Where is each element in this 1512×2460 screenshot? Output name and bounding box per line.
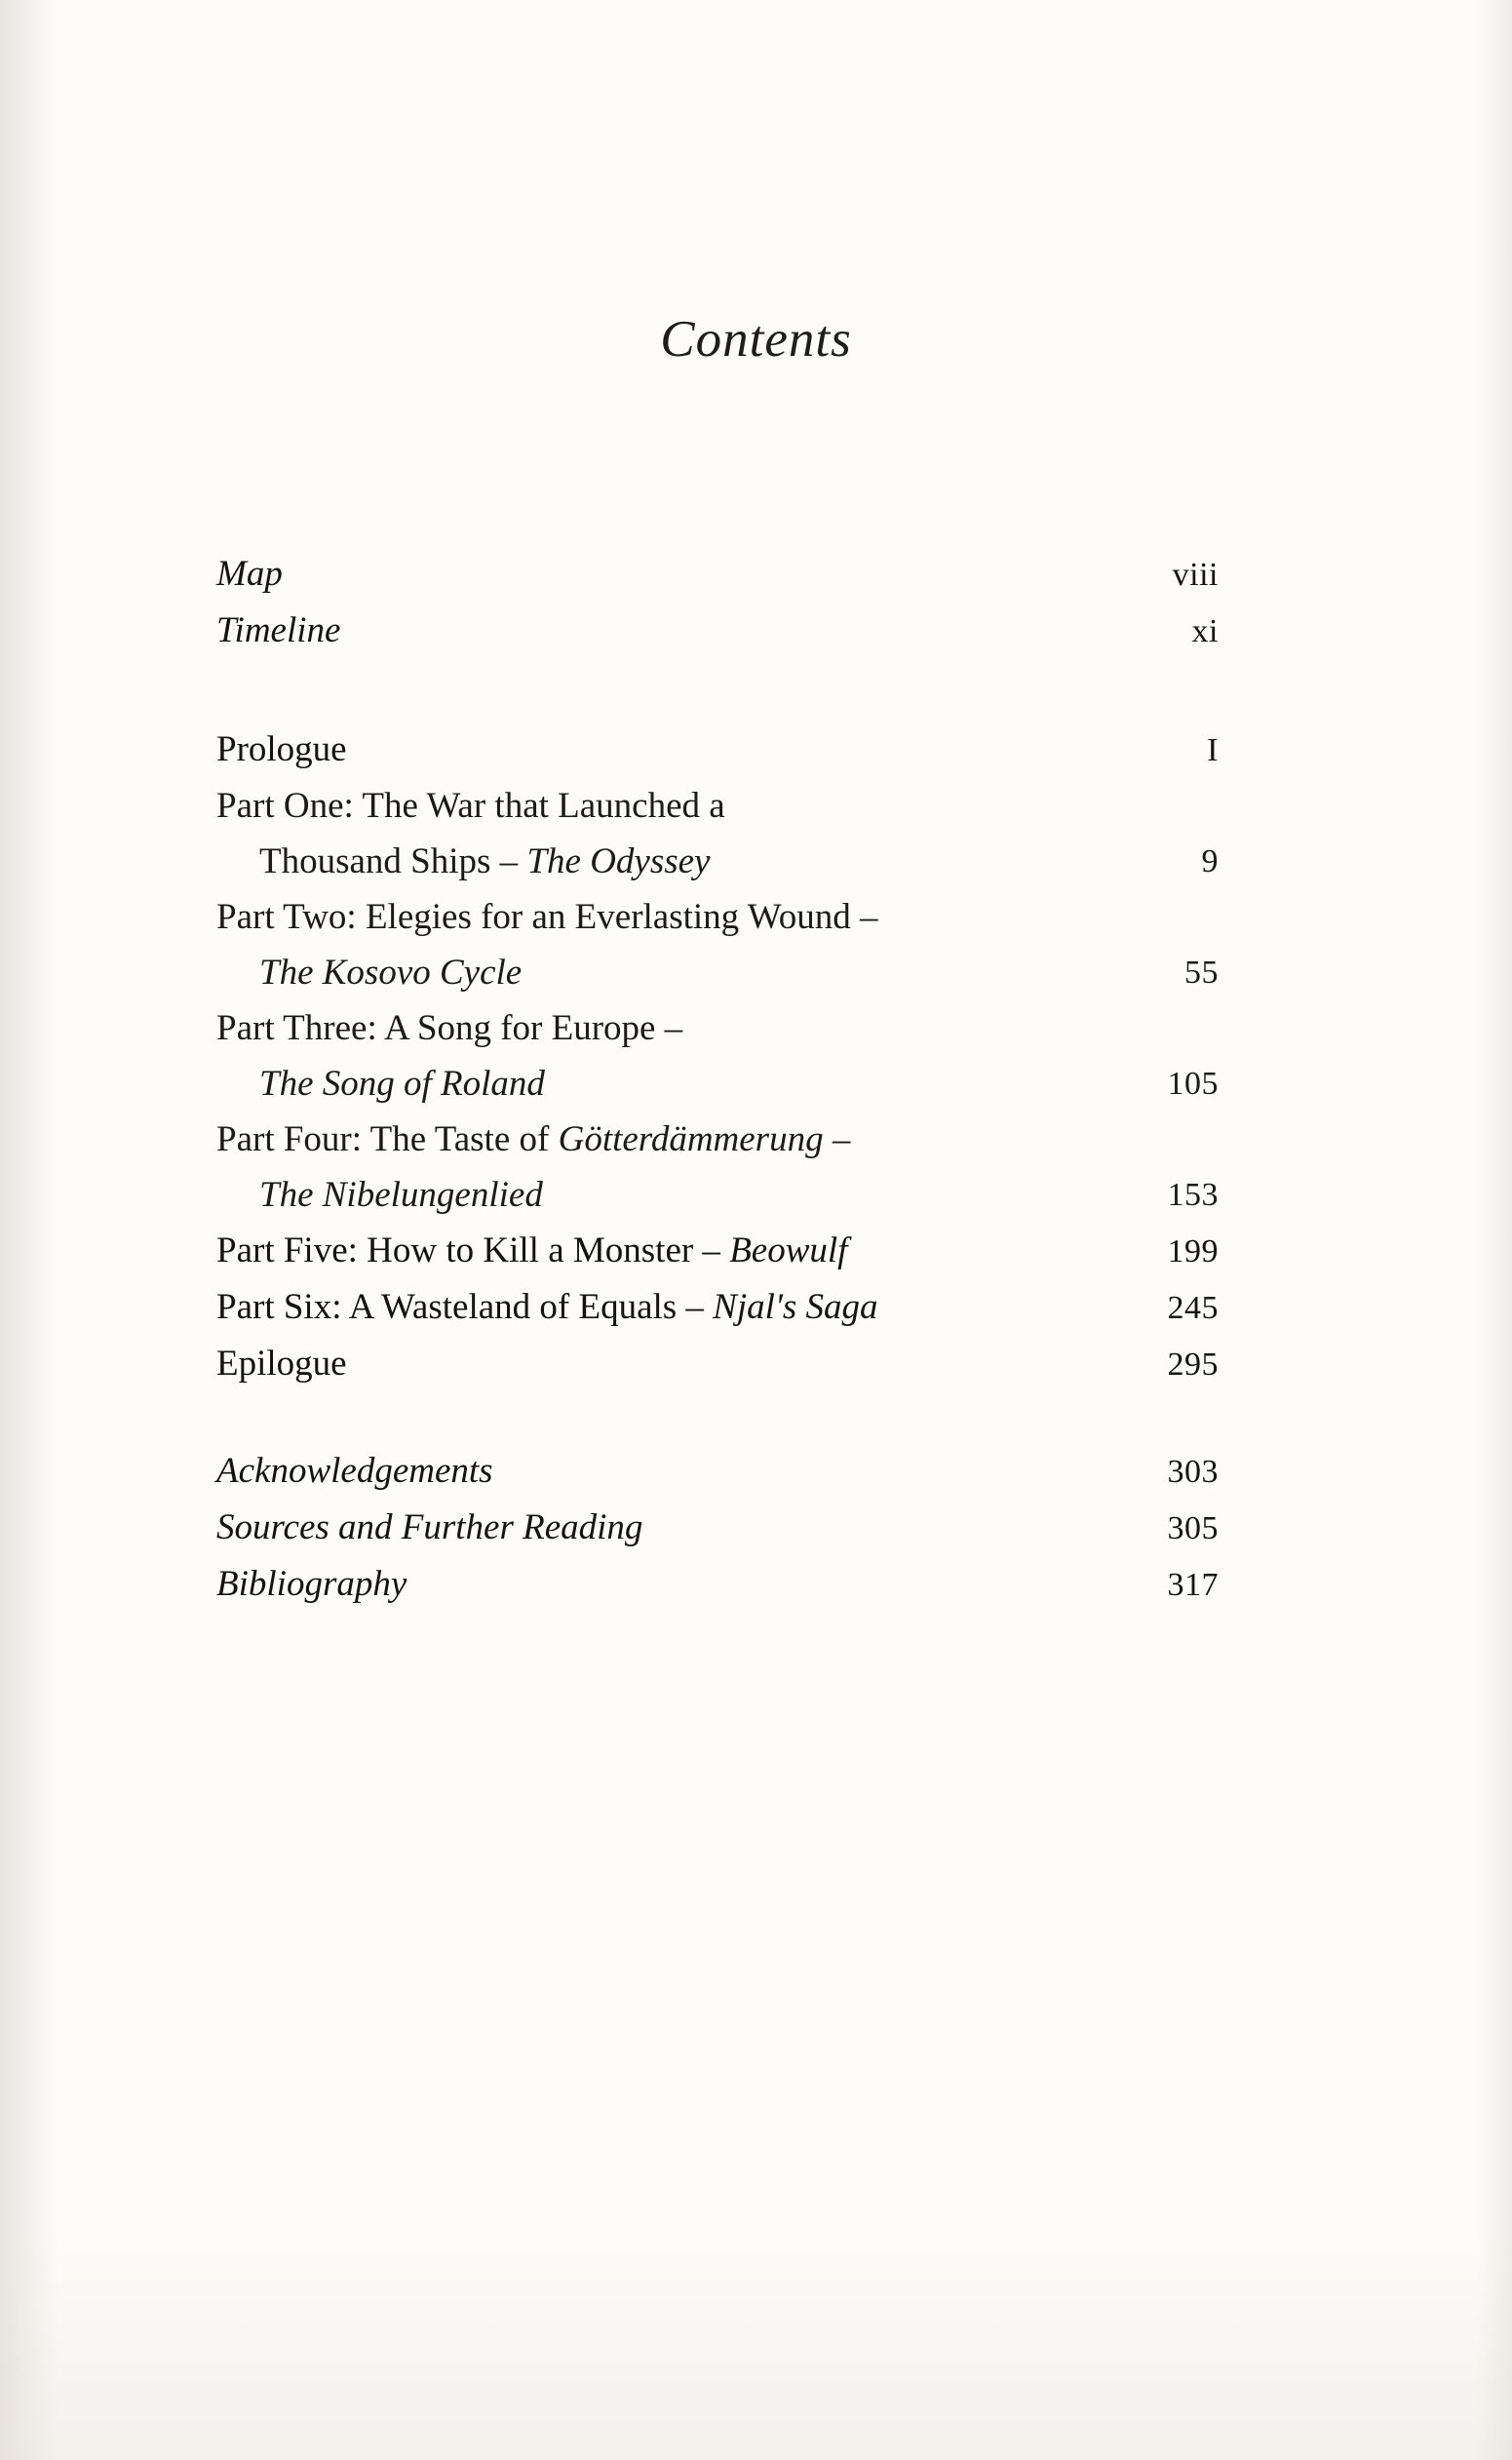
toc-entry-part-one[interactable] — [216, 778, 1219, 889]
toc-entry-part-four[interactable] — [216, 1112, 1219, 1223]
toc-page-timeline: xi — [1191, 613, 1219, 649]
toc-label-map: Map — [216, 554, 283, 594]
toc-entry-bibliography[interactable] — [216, 1556, 1219, 1613]
spacer — [216, 1392, 1219, 1443]
toc-page-part-four: 153 — [1167, 1177, 1219, 1213]
toc-label-part-one — [216, 778, 1102, 889]
toc-line-1: Part Three: A Song for Europe – — [216, 1008, 683, 1048]
toc-line-title: Njal's Saga — [713, 1287, 878, 1327]
toc-line-1: Part One: The War that Launched a — [216, 786, 725, 826]
toc-label-bibliography: Bibliography — [216, 1564, 407, 1604]
toc-label-part-six — [216, 1279, 897, 1335]
toc-page-epilogue: 295 — [1167, 1347, 1219, 1383]
spacer — [216, 659, 1219, 722]
toc-page-part-three: 105 — [1167, 1066, 1219, 1102]
toc-entry-epilogue[interactable] — [216, 1336, 1219, 1392]
toc-line-2 — [216, 1167, 1102, 1223]
toc-page-acknowledgements: 303 — [1167, 1454, 1219, 1490]
toc-page-part-two: 55 — [1184, 955, 1219, 991]
toc-line-2 — [216, 945, 1102, 1000]
toc-page-sources: 305 — [1167, 1510, 1219, 1546]
toc-page-prologue: I — [1207, 732, 1219, 768]
toc-label-part-four — [216, 1112, 1102, 1223]
toc-label-acknowledgements: Acknowledgements — [216, 1451, 493, 1491]
toc-line-2-title: The Odyssey — [526, 841, 711, 881]
toc-line-2 — [216, 834, 1102, 889]
table-of-contents — [216, 546, 1219, 1613]
toc-line-title: Beowulf — [729, 1230, 848, 1270]
toc-line-2-text: Thousand Ships – — [259, 841, 527, 881]
page-title: Contents — [660, 311, 852, 368]
toc-page-part-five: 199 — [1167, 1233, 1219, 1269]
toc-line-1-title: Götterdämmerung — [558, 1119, 824, 1159]
toc-entry-part-two[interactable] — [216, 889, 1219, 1000]
toc-entry-part-five[interactable] — [216, 1223, 1219, 1279]
toc-label-epilogue: Epilogue — [216, 1344, 347, 1384]
page-shadow — [0, 2226, 1512, 2460]
toc-page-bibliography: 317 — [1167, 1567, 1219, 1603]
toc-entry-part-six[interactable] — [216, 1279, 1219, 1336]
toc-page-map: viii — [1172, 557, 1219, 593]
toc-label-part-five — [216, 1223, 867, 1278]
toc-line-2 — [216, 1056, 1102, 1112]
toc-label-prologue: Prologue — [216, 729, 347, 769]
toc-line-1-text: Part Four: The Taste of — [216, 1119, 559, 1159]
toc-line-text: Part Five: How to Kill a Monster – — [216, 1230, 730, 1270]
toc-line-1-tail: – — [823, 1119, 851, 1159]
toc-entry-sources[interactable] — [216, 1500, 1219, 1556]
toc-entry-acknowledgements[interactable] — [216, 1443, 1219, 1500]
toc-line-2-title: The Kosovo Cycle — [259, 953, 523, 993]
toc-line-2-title: The Song of Roland — [259, 1064, 545, 1104]
toc-line-2-title: The Nibelungenlied — [259, 1175, 543, 1215]
toc-page-part-six: 245 — [1167, 1290, 1219, 1326]
toc-entry-part-three[interactable] — [216, 1000, 1219, 1112]
toc-entry-timeline[interactable] — [216, 603, 1219, 659]
toc-label-sources: Sources and Further Reading — [216, 1507, 643, 1547]
toc-entry-map[interactable] — [216, 546, 1219, 603]
toc-line-text: Part Six: A Wasteland of Equals – — [216, 1287, 714, 1327]
toc-page-part-one: 9 — [1201, 843, 1219, 879]
toc-label-part-two — [216, 889, 1102, 1000]
toc-line-1: Part Two: Elegies for an Everlasting Wound – — [216, 897, 878, 937]
toc-label-timeline: Timeline — [216, 610, 341, 650]
toc-entry-prologue[interactable] — [216, 722, 1219, 778]
toc-label-part-three — [216, 1000, 1102, 1112]
toc-line-1 — [216, 1112, 1102, 1167]
